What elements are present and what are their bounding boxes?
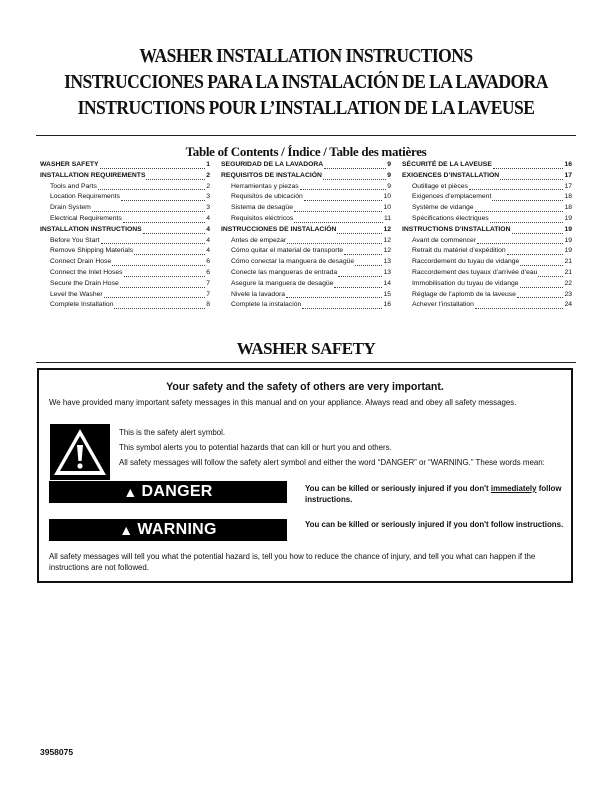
- toc-leader-dots: [304, 200, 383, 201]
- safety-alert-icon: [50, 424, 110, 480]
- alert-line: This is the safety alert symbol.: [119, 428, 226, 437]
- toc-entry-page: 10: [383, 193, 391, 201]
- toc-entry-title: INSTRUCTIONS D’INSTALLATION: [402, 225, 511, 233]
- toc-section-entry[interactable]: [402, 171, 572, 182]
- toc-leader-dots: [302, 308, 382, 309]
- toc-entry-page: 4: [206, 214, 210, 222]
- toc-entry-page: 19: [564, 236, 572, 244]
- toc-leader-dots: [500, 179, 563, 180]
- danger-text-part: You can be killed or seriously injured if you don't: [305, 484, 491, 493]
- toc-entry-title: Antes de empezar: [231, 236, 287, 244]
- toc-entry-title: Secure the Drain Hose: [50, 279, 119, 287]
- toc-subsection-entry[interactable]: [221, 257, 391, 268]
- top-divider: [36, 135, 576, 136]
- toc-leader-dots: [100, 168, 206, 169]
- toc-entry-page: 16: [383, 301, 391, 309]
- toc-leader-dots: [143, 233, 206, 234]
- toc-entry-title: WASHER SAFETY: [40, 161, 99, 168]
- toc-entry-title: Outillage et pièces: [412, 182, 468, 190]
- toc-leader-dots: [520, 287, 564, 288]
- toc-leader-dots: [134, 254, 205, 255]
- toc-entry-page: 9: [387, 171, 391, 179]
- toc-subsection-entry[interactable]: [221, 203, 391, 214]
- toc-leader-dots: [324, 168, 386, 169]
- toc-leader-dots: [92, 211, 205, 212]
- toc-entry-title: INSTALLATION INSTRUCTIONS: [40, 225, 142, 233]
- document-number: 3958075: [40, 747, 74, 757]
- toc-entry-title: INSTALLATION REQUIREMENTS: [40, 171, 146, 179]
- toc-entry-page: 11: [383, 214, 391, 222]
- toc-subsection-entry[interactable]: [402, 279, 572, 290]
- toc-subsection-entry[interactable]: [40, 203, 210, 214]
- toc-section-entry[interactable]: [40, 171, 210, 182]
- title-english: WASHER INSTALLATION INSTRUCTIONS: [139, 46, 473, 67]
- toc-subsection-entry[interactable]: [221, 268, 391, 279]
- toc-entry-title: Remove Shipping Materials: [50, 247, 134, 255]
- toc-entry-title: SEGURIDAD DE LA LAVADORA: [221, 161, 324, 168]
- danger-text: [305, 483, 565, 505]
- toc-leader-dots: [294, 222, 383, 223]
- toc-leader-dots: [475, 308, 563, 309]
- toc-entry-page: 23: [564, 290, 572, 298]
- safety-box: [37, 368, 573, 583]
- toc-entry-title: Complete Installation: [50, 301, 114, 309]
- danger-label: DANGER: [141, 483, 213, 500]
- toc-heading: Table of Contents / Índice / Table des matières: [185, 144, 427, 159]
- toc-entry-title: Electrical Requirements: [50, 214, 122, 222]
- toc-entry-title: Raccordement des tuyaux d’arrivée d’eau: [412, 268, 538, 276]
- danger-text-part: follow instructions.: [305, 484, 562, 504]
- toc-section-entry[interactable]: [221, 225, 391, 236]
- warning-triangle-icon: ▲: [123, 484, 138, 500]
- toc-entry-title: Requisitos de ubicación: [231, 193, 303, 201]
- toc-entry-page: 4: [206, 247, 210, 255]
- toc-leader-dots: [493, 168, 564, 169]
- toc-leader-dots: [323, 179, 386, 180]
- toc-entry-title: Connect Drain Hose: [50, 258, 112, 266]
- title-french: INSTRUCTIONS POUR L’INSTALLATION DE LA LAVEUSE: [77, 98, 535, 119]
- toc-leader-dots: [146, 179, 205, 180]
- title-block: [0, 44, 612, 122]
- toc-entry-title: Système de vidange: [412, 204, 474, 212]
- toc-section-entry[interactable]: [221, 171, 391, 182]
- toc-subsection-entry[interactable]: [402, 268, 572, 279]
- toc-entry-page: 7: [206, 279, 210, 287]
- toc-entry-title: Connect the Inlet Hoses: [50, 268, 123, 276]
- toc-entry-page: 2: [206, 182, 210, 190]
- toc-entry-page: 2: [206, 171, 210, 179]
- toc-entry-title: Raccordement du tuyau de vidange: [412, 258, 520, 266]
- toc-entry-title: Complete la instalación: [231, 301, 302, 309]
- warning-triangle-icon: ▲: [119, 522, 134, 538]
- toc-entry-page: 17: [564, 182, 572, 190]
- toc-entry-page: 4: [206, 236, 210, 244]
- toc-entry-title: Before You Start: [50, 236, 100, 244]
- toc-subsection-entry[interactable]: [402, 300, 572, 311]
- toc-subsection-entry[interactable]: [402, 203, 572, 214]
- toc-entry-page: 17: [564, 171, 572, 179]
- toc-leader-dots: [300, 189, 387, 190]
- toc-subsection-entry[interactable]: [221, 279, 391, 290]
- toc-leader-dots: [334, 287, 382, 288]
- toc-entry-page: 9: [387, 161, 391, 168]
- toc-leader-dots: [469, 189, 564, 190]
- toc-entry-page: 21: [564, 268, 572, 276]
- toc-entry-title: Exigences d’emplacement: [412, 193, 492, 201]
- toc-leader-dots: [475, 211, 564, 212]
- toc-entry-title: Cómo quitar el material de transporte: [231, 247, 344, 255]
- toc-subsection-entry[interactable]: [221, 290, 391, 301]
- toc-entry-page: 19: [564, 247, 572, 255]
- toc-entry-title: Cómo conectar la manguera de desagüe: [231, 258, 355, 266]
- section-divider: [36, 362, 576, 363]
- toc-subsection-entry[interactable]: [402, 192, 572, 203]
- toc-entry-title: Avant de commencer: [412, 236, 477, 244]
- toc-entry-title: EXIGENCES D’INSTALLATION: [402, 171, 500, 179]
- toc-leader-dots: [286, 297, 382, 298]
- toc-entry-page: 9: [387, 182, 391, 190]
- toc-leader-dots: [112, 265, 205, 266]
- toc-section-entry[interactable]: [402, 160, 572, 171]
- toc-entry-page: 7: [206, 290, 210, 298]
- toc-subsection-entry[interactable]: [221, 300, 391, 311]
- safety-intro: We have provided many important safety messages in this manual and on your appliance. Always read and obey all safety messages.: [49, 398, 517, 407]
- toc-entry-page: 21: [564, 258, 572, 266]
- toc-leader-dots: [98, 189, 205, 190]
- toc-entry-title: Location Requirements: [50, 193, 120, 201]
- toc-entry-page: 3: [206, 193, 210, 201]
- toc-leader-dots: [492, 200, 563, 201]
- toc-entry-page: 24: [564, 301, 572, 309]
- title-spanish: INSTRUCCIONES PARA LA INSTALACIÓN DE LA LAVADORA: [64, 72, 548, 93]
- safety-footer: All safety messages will tell you what the potential hazard is, tell you how to reduce the chance of injury, and tell you what can happen if the instructions are not followed.: [49, 552, 536, 572]
- toc-section-entry[interactable]: [221, 160, 391, 171]
- toc-entry-title: INSTRUCCIONES DE INSTALACIÓN: [221, 225, 337, 233]
- toc-leader-dots: [538, 276, 563, 277]
- toc-entry-page: 22: [564, 279, 572, 287]
- toc-entry-page: 16: [564, 161, 572, 168]
- toc-entry-title: Sistema de desagüe: [231, 204, 293, 212]
- toc-leader-dots: [124, 276, 206, 277]
- toc-subsection-entry[interactable]: [402, 182, 572, 193]
- toc-leader-dots: [294, 211, 382, 212]
- danger-banner: [49, 481, 287, 503]
- toc-leader-dots: [123, 222, 205, 223]
- toc-subsection-entry[interactable]: [221, 182, 391, 193]
- toc-subsection-entry[interactable]: [40, 236, 210, 247]
- toc-leader-dots: [517, 297, 564, 298]
- toc-entry-title: Level the Washer: [50, 290, 103, 298]
- toc-subsection-entry[interactable]: [40, 257, 210, 268]
- toc-entry-page: 10: [383, 204, 391, 212]
- toc-subsection-entry[interactable]: [221, 214, 391, 225]
- toc-entry-title: Tools and Parts: [50, 182, 97, 190]
- toc-entry-title: SÉCURITÉ DE LA LAVEUSE: [402, 161, 492, 168]
- toc-entry-page: 15: [383, 290, 391, 298]
- toc-entry-page: 3: [206, 204, 210, 212]
- toc-entry-page: 12: [383, 236, 391, 244]
- toc-leader-dots: [121, 200, 205, 201]
- toc-leader-dots: [490, 222, 564, 223]
- table-of-contents: [40, 160, 572, 311]
- toc-subsection-entry[interactable]: [40, 192, 210, 203]
- toc-column-english: [40, 160, 210, 311]
- toc-subsection-entry[interactable]: [402, 290, 572, 301]
- alert-line: All safety messages will follow the safety alert symbol and either the word “DANGER” or “WARNING.” These words mean:: [119, 458, 545, 467]
- toc-entry-page: 13: [383, 268, 391, 276]
- section-title: WASHER SAFETY: [236, 339, 376, 358]
- toc-column-french: [402, 160, 572, 311]
- toc-subsection-entry[interactable]: [402, 246, 572, 257]
- toc-entry-title: Immobilisation du tuyau de vidange: [412, 279, 519, 287]
- safety-headline: Your safety and the safety of others are very important.: [166, 381, 444, 393]
- toc-leader-dots: [344, 254, 382, 255]
- toc-subsection-entry[interactable]: [402, 214, 572, 225]
- toc-entry-title: Nivele la lavadora: [231, 290, 286, 298]
- toc-leader-dots: [477, 243, 563, 244]
- toc-subsection-entry[interactable]: [40, 246, 210, 257]
- toc-column-spanish: [221, 160, 391, 311]
- toc-subsection-entry[interactable]: [40, 182, 210, 193]
- toc-entry-title: Spécifications électriques: [412, 214, 489, 222]
- toc-section-entry[interactable]: [402, 225, 572, 236]
- toc-leader-dots: [104, 297, 206, 298]
- toc-entry-page: 6: [206, 258, 210, 266]
- toc-section-entry[interactable]: [40, 160, 210, 171]
- toc-entry-title: Drain System: [50, 204, 91, 212]
- toc-leader-dots: [520, 265, 563, 266]
- alert-explanation: [119, 427, 559, 472]
- toc-leader-dots: [101, 243, 206, 244]
- warning-label: WARNING: [137, 521, 217, 538]
- toc-entry-page: 18: [564, 204, 572, 212]
- warning-banner: [49, 519, 287, 541]
- toc-entry-title: Retrait du matériel d’expédition: [412, 247, 506, 255]
- toc-subsection-entry[interactable]: [40, 268, 210, 279]
- toc-subsection-entry[interactable]: [40, 300, 210, 311]
- toc-leader-dots: [512, 233, 564, 234]
- toc-entry-page: 13: [383, 258, 391, 266]
- toc-subsection-entry[interactable]: [40, 290, 210, 301]
- toc-entry-title: Réglage de l’aplomb de la laveuse: [412, 290, 516, 298]
- warning-text: You can be killed or seriously injured if you don't follow instructions.: [305, 520, 564, 529]
- toc-leader-dots: [355, 265, 382, 266]
- toc-section-entry[interactable]: [40, 225, 210, 236]
- toc-subsection-entry[interactable]: [221, 192, 391, 203]
- toc-entry-page: 12: [383, 247, 391, 255]
- toc-subsection-entry[interactable]: [221, 246, 391, 257]
- toc-leader-dots: [287, 243, 382, 244]
- toc-leader-dots: [337, 233, 382, 234]
- toc-subsection-entry[interactable]: [402, 257, 572, 268]
- alert-line: This symbol alerts you to potential hazards that can kill or hurt you and others.: [119, 443, 392, 452]
- toc-entry-page: 18: [564, 193, 572, 201]
- toc-subsection-entry[interactable]: [221, 236, 391, 247]
- danger-text-emphasis: immediately: [490, 484, 537, 493]
- toc-entry-page: 8: [206, 301, 210, 309]
- toc-entry-title: Requisitos eléctricos: [231, 214, 294, 222]
- toc-entry-page: 12: [383, 225, 391, 233]
- toc-leader-dots: [507, 254, 564, 255]
- toc-subsection-entry[interactable]: [402, 236, 572, 247]
- toc-entry-title: Asegure la manguera de desagüe: [231, 279, 334, 287]
- toc-entry-page: 19: [564, 225, 572, 233]
- toc-entry-title: REQUISITOS DE INSTALACIÓN: [221, 171, 322, 179]
- toc-entry-page: 6: [206, 268, 210, 276]
- toc-entry-title: Conecte las mangueras de entrada: [231, 268, 338, 276]
- toc-entry-page: 1: [206, 161, 210, 168]
- toc-subsection-entry[interactable]: [40, 214, 210, 225]
- toc-leader-dots: [120, 287, 205, 288]
- toc-leader-dots: [338, 276, 382, 277]
- toc-entry-page: 14: [383, 279, 391, 287]
- toc-entry-page: 4: [206, 225, 210, 233]
- toc-entry-title: Herramientas y piezas: [231, 182, 299, 190]
- toc-entry-title: Achever l’installation: [412, 301, 474, 309]
- toc-leader-dots: [114, 308, 205, 309]
- toc-subsection-entry[interactable]: [40, 279, 210, 290]
- toc-entry-page: 19: [564, 214, 572, 222]
